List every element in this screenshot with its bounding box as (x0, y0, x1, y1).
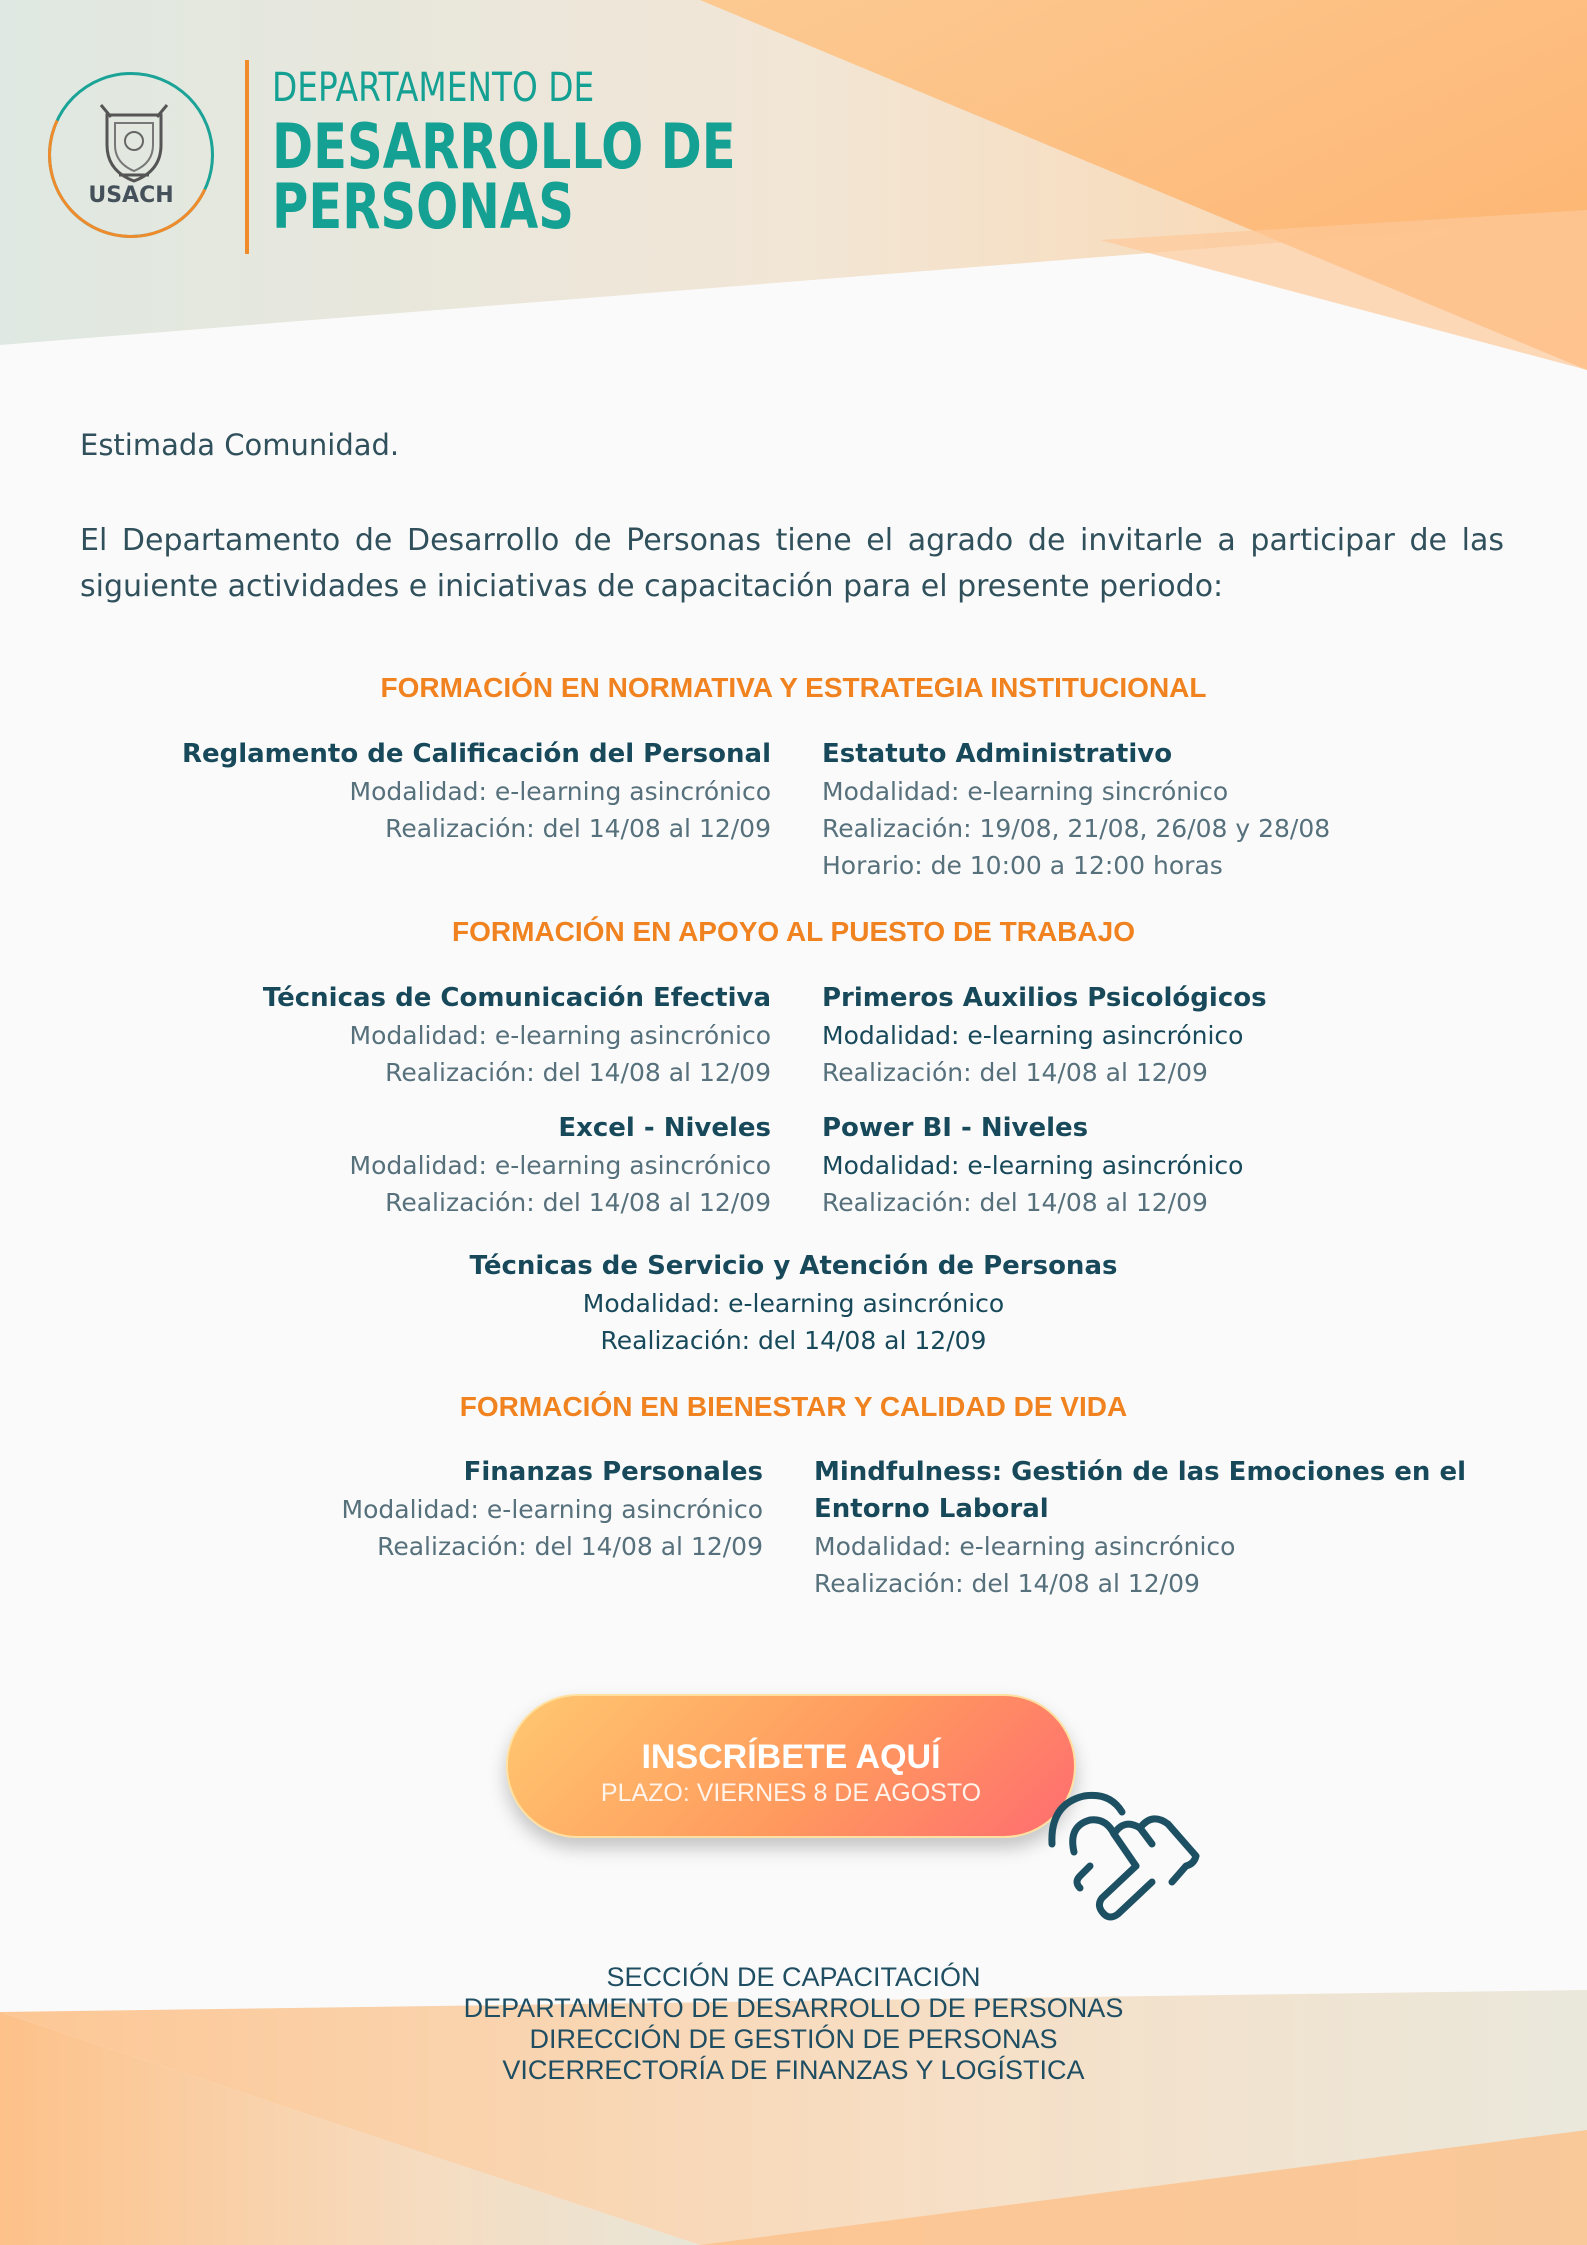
course-powerbi (822, 1110, 1243, 1221)
course-title: Excel - Niveles (558, 1113, 771, 1143)
intro-paragraph: El Departamento de Desarrollo de Personas tiene el agrado de invitarle a participar de las siguiente actividades e iniciativas de capacitación para el presente periodo: (80, 523, 1504, 604)
footer-line-4: VICERRECTORÍA DE FINANZAS Y LOGÍSTICA (502, 2055, 1085, 2085)
course-realizacion: Realización: del 14/08 al 12/09 (377, 1532, 763, 1561)
section-title-normativa: FORMACIÓN EN NORMATIVA Y ESTRATEGIA INSTITUCIONAL (380, 672, 1207, 703)
course-title: Reglamento de Calificación del Personal (181, 739, 771, 769)
title-line-3: PERSONAS (272, 170, 574, 243)
course-modalidad: Modalidad: e-learning asincrónico (814, 1532, 1236, 1561)
course-realizacion: Realización: del 14/08 al 12/09 (822, 1188, 1208, 1217)
crest-icon (97, 101, 171, 185)
footer-line-2: DEPARTAMENTO DE DESARROLLO DE PERSONAS (463, 1993, 1124, 2023)
course-realizacion: Realización: del 14/08 al 12/09 (814, 1569, 1200, 1598)
greeting: Estimada Comunidad. (80, 428, 400, 462)
logo-text: USACH (88, 183, 174, 208)
course-modalidad: Modalidad: e-learning asincrónico (582, 1289, 1005, 1318)
course-title: Finanzas Personales (463, 1457, 763, 1487)
course-title: Estatuto Administrativo (822, 739, 1173, 769)
pointing-hand-icon (1044, 1782, 1204, 1922)
course-modalidad: Modalidad: e-learning sincrónico (822, 777, 1229, 806)
course-finanzas (342, 1454, 763, 1565)
usach-logo (48, 72, 214, 238)
course-modalidad: Modalidad: e-learning asincrónico (822, 1151, 1244, 1180)
course-realizacion: Realización: del 14/08 al 12/09 (385, 814, 771, 843)
section-title-bienestar: FORMACIÓN EN BIENESTAR Y CALIDAD DE VIDA (459, 1391, 1128, 1422)
register-button-label: INSCRÍBETE AQUÍ (641, 1738, 941, 1776)
course-horario: Horario: de 10:00 a 12:00 horas (822, 851, 1223, 880)
course-excel (350, 1110, 771, 1221)
course-reglamento (182, 736, 771, 847)
course-modalidad: Modalidad: e-learning asincrónico (349, 1021, 771, 1050)
department-title (272, 65, 852, 243)
course-title-line-1: Mindfulness: Gestión de las Emociones en el (814, 1457, 1466, 1487)
footer-line-1: SECCIÓN DE CAPACITACIÓN (606, 1962, 981, 1992)
register-button[interactable] (506, 1694, 1076, 1838)
title-line-1: DEPARTAMENTO DE (272, 65, 595, 111)
footer (0, 1962, 1587, 2086)
course-realizacion: Realización: del 14/08 al 12/09 (822, 1058, 1208, 1087)
course-estatuto (822, 736, 1330, 884)
course-modalidad: Modalidad: e-learning asincrónico (349, 777, 771, 806)
course-servicio-atencion (0, 1248, 1587, 1359)
title-line-2: DESARROLLO DE (272, 110, 736, 183)
course-realizacion: Realización: del 14/08 al 12/09 (600, 1326, 987, 1355)
course-title: Primeros Auxilios Psicológicos (822, 983, 1267, 1013)
course-mindfulness (814, 1454, 1466, 1602)
register-deadline: PLAZO: VIERNES 8 DE AGOSTO (600, 1779, 982, 1807)
section-title-apoyo: FORMACIÓN EN APOYO AL PUESTO DE TRABAJO (452, 916, 1135, 947)
course-title: Power BI - Niveles (822, 1113, 1089, 1143)
header-divider (245, 60, 249, 254)
course-primeros-auxilios (822, 980, 1267, 1091)
course-title: Técnicas de Servicio y Atención de Personas (469, 1251, 1118, 1281)
course-modalidad: Modalidad: e-learning asincrónico (349, 1151, 771, 1180)
course-realizacion: Realización: del 14/08 al 12/09 (385, 1058, 771, 1087)
course-title: Técnicas de Comunicación Efectiva (262, 983, 771, 1013)
footer-line-3: DIRECCIÓN DE GESTIÓN DE PERSONAS (529, 2024, 1058, 2054)
course-realizacion: Realización: del 14/08 al 12/09 (385, 1188, 771, 1217)
course-realizacion: Realización: 19/08, 21/08, 26/08 y 28/08 (822, 814, 1331, 843)
course-title-line-2: Entorno Laboral (814, 1494, 1049, 1524)
course-modalidad: Modalidad: e-learning asincrónico (341, 1495, 763, 1524)
course-comunicacion (263, 980, 771, 1091)
course-modalidad: Modalidad: e-learning asincrónico (822, 1021, 1244, 1050)
